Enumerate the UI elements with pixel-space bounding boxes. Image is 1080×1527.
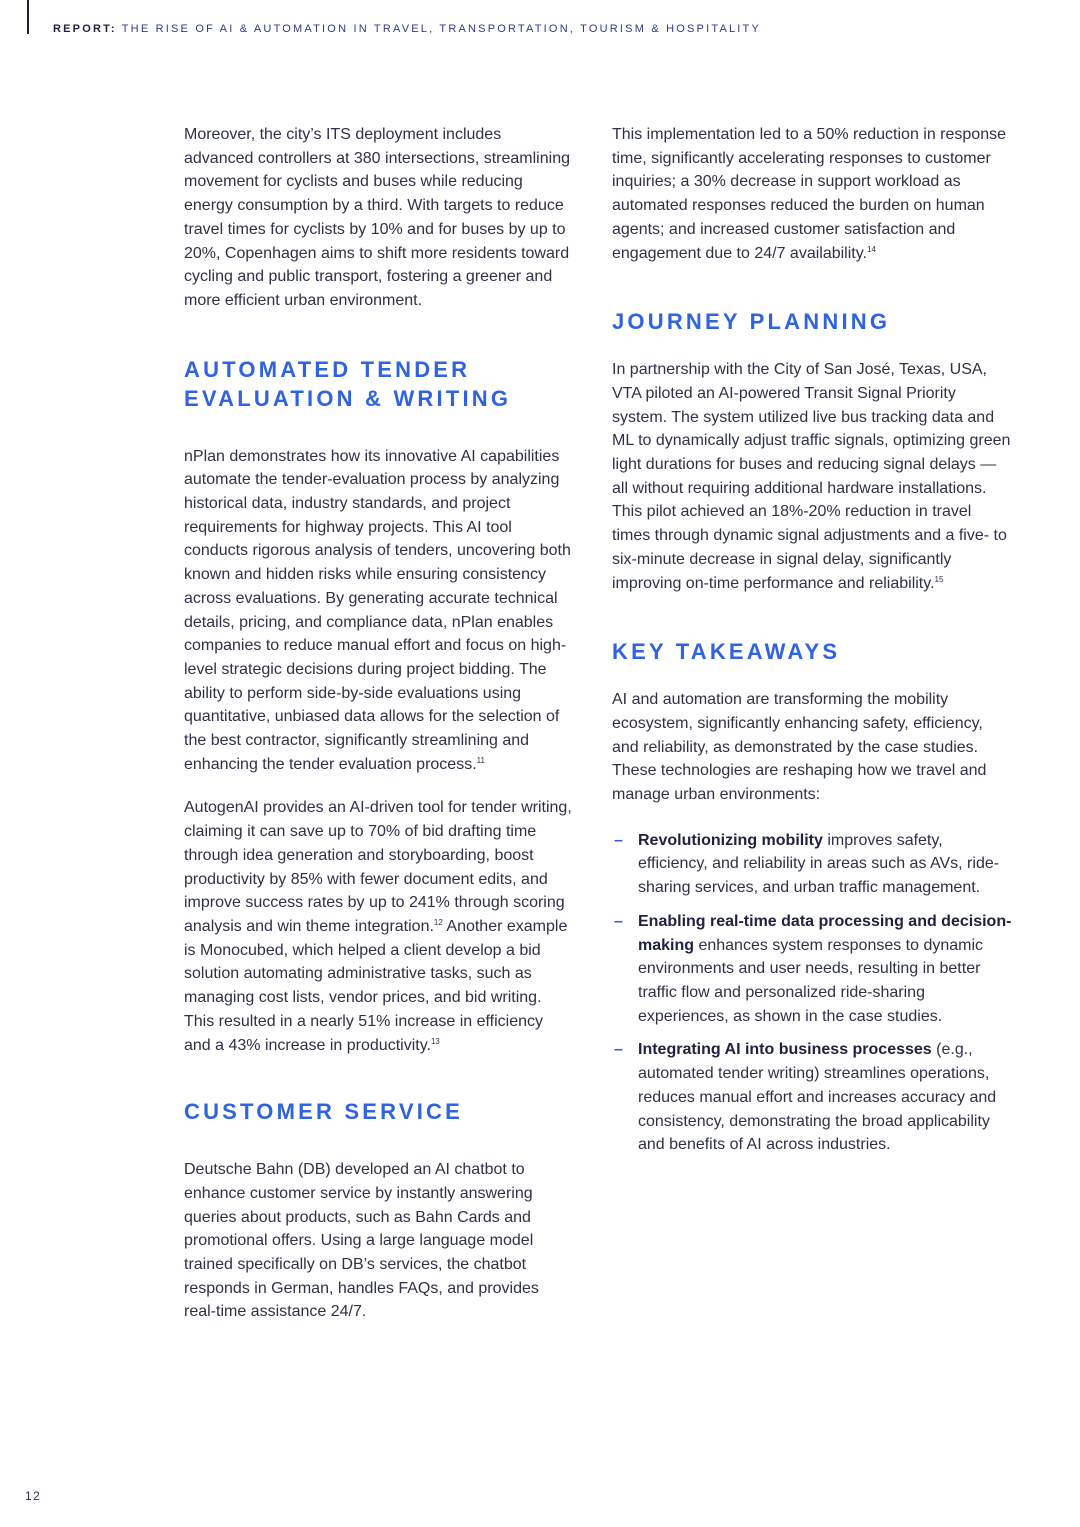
intro-paragraph: Moreover, the city’s ITS deployment includes advanced controllers at 380 intersections, streamlining movement for cyclists and buses while reducing energy consumption by a third. With targets to reduce travel times for cyclists by 10% and for buses by up to 20%, Copenhagen aims to shift more residents toward cycling and public transport, fostering a greener and more efficient urban environment. — [184, 126, 570, 309]
footnote-ref[interactable]: 13 — [430, 1036, 440, 1046]
header-label: REPORT: — [53, 23, 117, 35]
takeaways-list — [612, 829, 1012, 1157]
page-number: 12 — [25, 1489, 42, 1503]
cs-p2-text: This implementation led to a 50% reduction in response time, significantly accelerating responses to customer inquiries; a 30% decrease in support workload as automated responses reduced the burden on human agents; and increased customer satisfaction and engagement due to 24/7 availability. — [612, 126, 1006, 262]
tender-p2a-text: AutogenAI provides an AI-driven tool for tender writing, claiming it can save up to 70% of bid drafting time through idea generation and storyboarding, boost productivity by 85% with fewer document edits, and improve success rates by up to 241% through scoring analysis and win theme integration. — [184, 799, 572, 935]
customer-service-paragraph-1: Deutsche Bahn (DB) developed an AI chatbot to enhance customer service by instantly answering queries about products, such as Bahn Cards and promotional offers. Using a large language model trained specifically on DB’s services, the chatbot responds in German, handles FAQs, and provides real-time assistance 24/7. — [184, 1161, 539, 1321]
section-heading-customer-service: CUSTOMER SERVICE — [184, 1099, 463, 1125]
takeaway-lead: Integrating AI into business processes — [638, 1041, 932, 1059]
takeaway-text: improves safety, efficiency, and reliability in areas such as AVs, ride-sharing services, and urban traffic management. — [638, 831, 1000, 897]
jp-p1-text: In partnership with the City of San José, Texas, USA, VTA piloted an AI-powered Transit Signal Priority system. The system utilized live bus tracking data and ML to dynamically adjust traffic signals, optimizing green light durations for buses and reducing signal delays — all without requiring additional hardware installations. This pilot achieved an 18%-20% reduction in travel times through dynamic signal adjustments and a five- to six-minute decrease in signal delay, significantly improving on-time performance and reliability. — [612, 361, 1011, 592]
footnote-ref[interactable]: 11 — [476, 755, 485, 765]
running-header — [53, 23, 761, 35]
journey-planning-paragraph — [612, 358, 1012, 595]
section-heading-key-takeaways: KEY TAKEAWAYS — [612, 639, 841, 665]
tender-p1-text: nPlan demonstrates how its innovative AI capabilities automate the tender-evaluation process by analyzing historical data, industry standards, and project requirements for highway projects. This AI tool conducts rigorous analysis of tenders, uncovering both known and hidden risks while ensuring consistency across evaluations. By generating accurate technical details, pricing, and compliance data, nPlan enables companies to reduce manual effort and focus on high-level strategic decisions during project bidding. The ability to perform side-by-side evaluations using quantitative, unbiased data allows for the selection of the best contractor, significantly streamlining and enhancing the tender evaluation process. — [184, 447, 571, 773]
key-takeaways-intro: AI and automation are transforming the mobility ecosystem, significantly enhancing safety, efficiency, and reliability, as demonstrated by the case studies. These technologies are reshaping how we travel and manage urban environments: — [612, 691, 987, 804]
bullet-dash-icon: – — [614, 912, 623, 930]
right-column — [612, 123, 1012, 1157]
takeaway-lead: Enabling real-time data processing and decision-making — [638, 912, 1012, 954]
takeaway-lead: Revolutionizing mobility — [638, 831, 823, 849]
customer-service-paragraph-2 — [612, 123, 1012, 265]
bullet-dash-icon: – — [614, 831, 623, 849]
tender-paragraph-1 — [184, 445, 574, 777]
tender-p2b-text: Another example is Monocubed, which helped a client develop a bid solution automating administrative tasks, such as managing cost lists, vendor prices, and bid writing. This resulted in a nearly 51% increase in efficiency and a 43% increase in productivity. — [184, 917, 568, 1054]
section-heading-tender: AUTOMATED TENDER EVALUATION & WRITING — [184, 356, 512, 411]
footnote-ref[interactable]: 14 — [867, 244, 876, 254]
list-item — [612, 1038, 1012, 1157]
section-heading-journey-planning: JOURNEY PLANNING — [612, 309, 891, 335]
footnote-ref[interactable]: 15 — [934, 574, 944, 584]
tender-paragraph-2 — [184, 796, 574, 1057]
bullet-dash-icon: – — [614, 1041, 623, 1059]
footnote-ref[interactable]: 12 — [433, 917, 443, 927]
list-item — [612, 829, 1012, 900]
left-column — [184, 123, 574, 1324]
takeaway-text: enhances system responses to dynamic environments and user needs, resulting in better traffic flow and personalized ride-sharing experiences, as shown in the case studies. — [638, 936, 984, 1025]
header-title: THE RISE OF AI & AUTOMATION IN TRAVEL, TRANSPORTATION, TOURISM & HOSPITALITY — [121, 23, 762, 35]
header-accent-bar — [27, 0, 29, 34]
list-item — [612, 910, 1012, 1029]
takeaway-text: (e.g., automated tender writing) streamlines operations, reduces manual effort and increases accuracy and consistency, demonstrating the broad applicability and benefits of AI across industries. — [638, 1041, 997, 1154]
